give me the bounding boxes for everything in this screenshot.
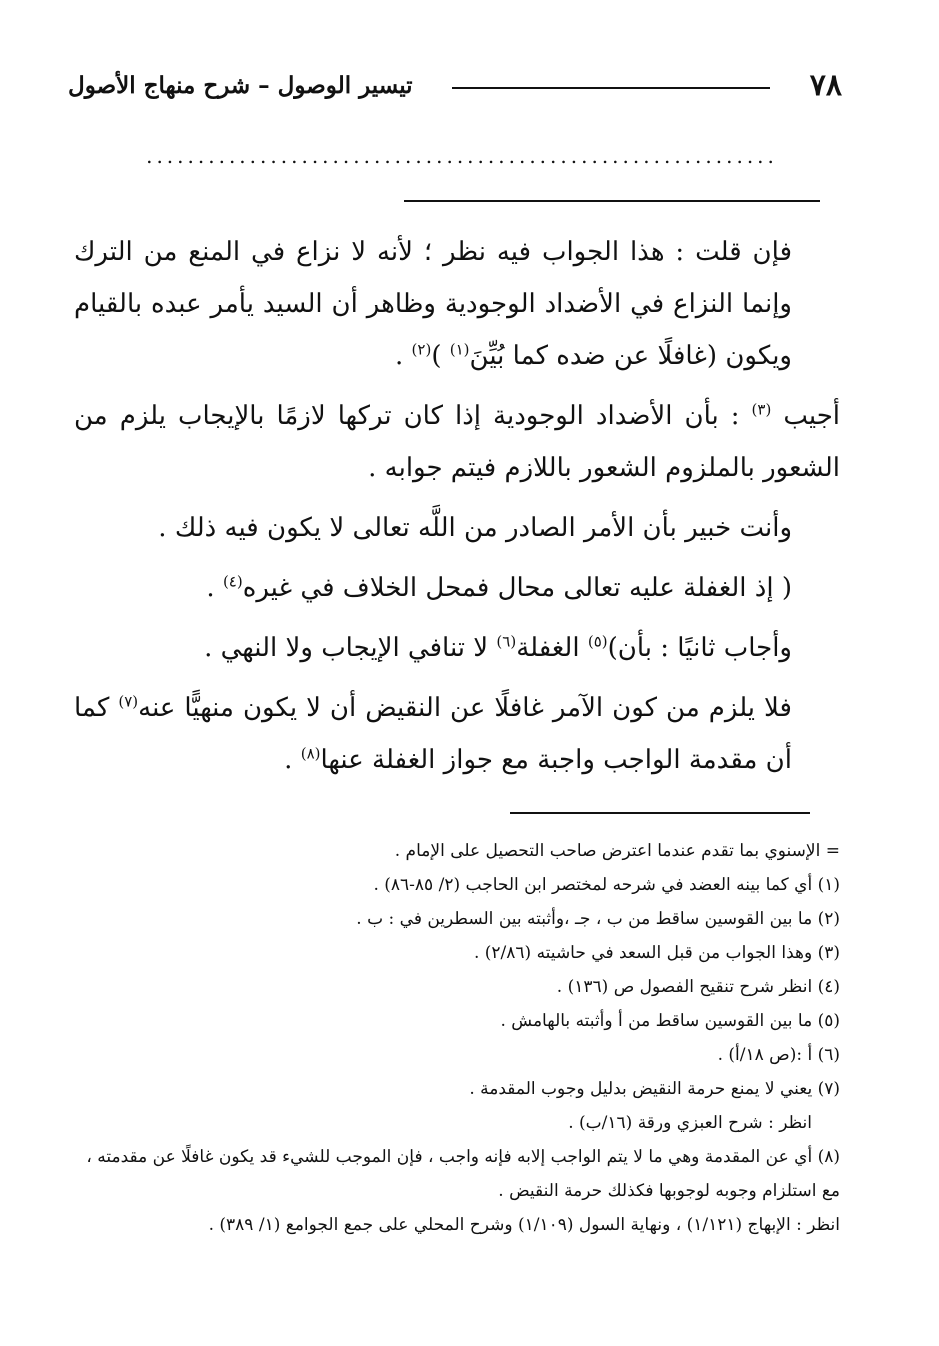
paragraph-text: ( إذ الغفلة عليه تعالى محال فمحل الخلاف في غيره <box>242 573 792 603</box>
footnote: انظر : الإبهاج (١/١٢١) ، ونهاية السول (١/١٠٩) وشرح المحلي على جمع الجوامع (١/ ٣٨٩) . <box>208 1215 840 1235</box>
footnote: (٥) ما بين القوسين ساقط من أ وأثبته بالهامش . <box>500 1011 840 1031</box>
footnote: = الإسنوي بما تقدم عندما اعترض صاحب التحصيل على الإمام . <box>394 841 840 861</box>
footnote-reference: (٥) <box>587 632 608 651</box>
paragraph-text: أجيب <box>771 401 841 431</box>
footnote-reference: (٦) <box>496 632 517 651</box>
paragraph-text: . <box>206 573 223 603</box>
footnote-reference: (٢) <box>411 340 432 359</box>
paragraph <box>74 390 840 494</box>
header-rule <box>452 87 770 89</box>
paragraph-text: لا تنافي الإيجاب ولا النهي . <box>204 633 497 663</box>
paragraph <box>74 226 840 382</box>
paragraph-text: كما أن مقدمة الواجب واجبة مع جواز الغفلة عنها <box>74 693 792 775</box>
main-text <box>74 226 840 794</box>
paragraph-text: : بأن الأضداد الوجودية إذا كان تركها لازمًا بالإيجاب يلزم من الشعور بالملزوم الشعور باللازم فيتم جوابه . <box>74 401 840 483</box>
paragraph-text: فلا يلزم من كون الآمر غافلًا عن النقيض أن لا يكون منهيًّا عنه <box>138 693 792 723</box>
footnote: (٨) أي عن المقدمة وهي ما لا يتم الواجب إلابه فإنه واجب ، فإن الموجب للشيء قد يكون غافلًا عن مقدمته ، مع استلزام وجوبه لوجوبها فكذلك حرمة النقيض . <box>86 1147 840 1201</box>
separator-dots: ............................................................. <box>146 146 778 166</box>
paragraph-text: فإن قلت : هذا الجواب فيه نظر ؛ لأنه لا نزاع في المنع من الترك وإنما النزاع في الأضداد الوجودية وظاهر أن السيد يأمر عبده بالقيام ويكون (غافلًا عن ضده كما بُيِّنَ <box>74 237 792 371</box>
paragraph <box>74 682 840 786</box>
footnote: (٧) يعني لا يمنع حرمة النقيض بدليل وجوب المقدمة . <box>469 1079 840 1099</box>
paragraph <box>74 502 840 554</box>
paragraph <box>74 562 840 614</box>
footnote: (٢) ما بين القوسين ساقط من ب ، جـ ،وأثبته بين السطرين في : ب . <box>356 909 840 929</box>
paragraph-text: الغفلة <box>516 633 588 663</box>
page-number: ٧٨ <box>809 68 842 103</box>
footnote-reference: (١) <box>449 340 470 359</box>
footnote: (١) أي كما بينه العضد في شرحه لمختصر ابن الحاجب (٢/ ٨٥-٨٦) . <box>373 875 840 895</box>
footnote-rule <box>510 812 810 814</box>
paragraph-text: وأنت خبير بأن الأمر الصادر من اللَّه تعالى لا يكون فيه ذلك . <box>158 513 792 543</box>
footnote-reference: (٨) <box>300 744 321 763</box>
footnote: (٤) انظر شرح تنقيح الفصول ص (١٣٦) . <box>556 977 840 997</box>
footnote: انظر : شرح العبزي ورقة (١٦/ب) . <box>568 1113 812 1133</box>
paragraph-text: . <box>395 341 412 371</box>
footnote: (٣) وهذا الجواب من قبل السعد في حاشيته (٢/٨٦) . <box>473 943 840 963</box>
running-title: تيسير الوصول – شرح منهاج الأصول <box>68 72 413 99</box>
paragraph-text: ) <box>431 341 450 371</box>
section-rule <box>404 200 820 202</box>
footnote: (٦) أ :(ص ١٨/أ) . <box>717 1045 840 1065</box>
paragraph <box>74 622 840 674</box>
footnote-reference: (٤) <box>222 572 243 591</box>
footnote-reference: (٧) <box>118 692 139 711</box>
footnote-reference: (٣) <box>751 400 772 419</box>
paragraph-text: . <box>284 745 301 775</box>
footnotes <box>80 834 840 1242</box>
page-header <box>68 66 842 106</box>
paragraph-text: وأجاب ثانيًا : بأن) <box>607 633 792 663</box>
